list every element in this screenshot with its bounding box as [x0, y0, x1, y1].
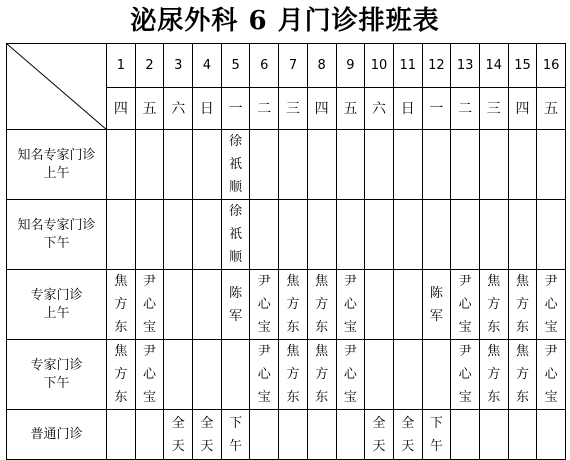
schedule-cell — [479, 270, 508, 340]
schedule-cell — [221, 340, 250, 410]
date-cell: 1 — [107, 44, 136, 88]
date-cell: 5 — [221, 44, 250, 88]
doctor-name: 全天 — [171, 415, 185, 454]
weekday-cell: 五 — [135, 88, 164, 130]
weekday-cell: 五 — [537, 88, 566, 130]
doctor-name: 焦方东 — [114, 344, 128, 405]
row-label-line: 专家门诊 — [30, 357, 83, 373]
schedule-cell — [537, 340, 566, 410]
doctor-name: 尹心宝 — [544, 344, 558, 405]
schedule-row — [7, 130, 566, 200]
schedule-cell — [422, 410, 451, 460]
doctor-name: 下午 — [429, 415, 443, 454]
schedule-table — [6, 43, 566, 460]
schedule-cell — [279, 270, 308, 340]
row-label-line: 下午 — [43, 375, 70, 391]
schedule-cell — [451, 340, 480, 410]
schedule-cell — [107, 410, 136, 460]
schedule-cell — [336, 200, 365, 270]
schedule-cell — [393, 130, 422, 200]
schedule-cell — [193, 200, 222, 270]
date-cell: 10 — [365, 44, 394, 88]
weekday-cell: 四 — [508, 88, 537, 130]
schedule-cell — [164, 270, 193, 340]
row-label — [7, 410, 107, 460]
schedule-cell — [221, 200, 250, 270]
schedule-cell — [307, 340, 336, 410]
schedule-cell — [107, 130, 136, 200]
row-label — [7, 340, 107, 410]
weekday-cell: 三 — [279, 88, 308, 130]
schedule-cell — [135, 270, 164, 340]
schedule-cell — [250, 410, 279, 460]
date-cell: 14 — [479, 44, 508, 88]
schedule-cell — [164, 340, 193, 410]
weekday-cell: 日 — [393, 88, 422, 130]
schedule-cell — [537, 200, 566, 270]
row-label-line: 上午 — [43, 165, 70, 181]
schedule-cell — [307, 270, 336, 340]
row-label — [7, 130, 107, 200]
date-cell: 15 — [508, 44, 537, 88]
schedule-cell — [451, 270, 480, 340]
schedule-cell — [135, 130, 164, 200]
doctor-name: 焦方东 — [114, 274, 128, 335]
schedule-cell — [193, 130, 222, 200]
schedule-cell — [451, 410, 480, 460]
schedule-cell — [279, 340, 308, 410]
schedule-cell — [164, 410, 193, 460]
doctor-name: 尹心宝 — [544, 274, 558, 335]
weekday-cell: 三 — [479, 88, 508, 130]
doctor-name: 焦方东 — [315, 274, 329, 335]
row-label — [7, 270, 107, 340]
doctor-name: 全天 — [401, 415, 415, 454]
schedule-cell — [250, 130, 279, 200]
date-cell: 4 — [193, 44, 222, 88]
date-cell: 12 — [422, 44, 451, 88]
schedule-row — [7, 270, 566, 340]
date-cell: 8 — [307, 44, 336, 88]
diagonal-line — [7, 44, 107, 130]
corner-cell — [7, 44, 107, 130]
schedule-cell — [107, 340, 136, 410]
row-label-line: 普通门诊 — [30, 426, 83, 442]
schedule-cell — [365, 200, 394, 270]
doctor-name: 尹心宝 — [343, 344, 357, 405]
schedule-row — [7, 410, 566, 460]
schedule-cell — [451, 130, 480, 200]
schedule-cell — [336, 130, 365, 200]
doctor-name: 徐祇顺 — [229, 204, 243, 265]
weekday-cell: 四 — [307, 88, 336, 130]
schedule-cell — [479, 200, 508, 270]
doctor-name: 焦方东 — [487, 344, 501, 405]
schedule-cell — [221, 130, 250, 200]
weekday-cell: 六 — [365, 88, 394, 130]
schedule-cell — [365, 410, 394, 460]
doctor-name: 焦方东 — [286, 344, 300, 405]
schedule-cell — [393, 200, 422, 270]
doctor-name: 尹心宝 — [143, 274, 157, 335]
schedule-cell — [479, 340, 508, 410]
schedule-cell — [393, 410, 422, 460]
schedule-cell — [193, 340, 222, 410]
doctor-name: 尹心宝 — [143, 344, 157, 405]
row-label-line: 下午 — [43, 235, 70, 251]
schedule-cell — [193, 270, 222, 340]
doctor-name: 焦方东 — [515, 274, 529, 335]
doctor-name: 陈军 — [429, 285, 443, 324]
weekday-cell: 二 — [451, 88, 480, 130]
doctor-name: 尹心宝 — [257, 274, 271, 335]
weekday-cell: 日 — [193, 88, 222, 130]
doctor-name: 徐祇顺 — [229, 134, 243, 195]
row-label-line: 专家门诊 — [30, 287, 83, 303]
weekday-cell: 四 — [107, 88, 136, 130]
schedule-cell — [250, 270, 279, 340]
schedule-cell — [365, 130, 394, 200]
schedule-cell — [307, 130, 336, 200]
schedule-cell — [279, 130, 308, 200]
schedule-cell — [422, 270, 451, 340]
date-cell: 6 — [250, 44, 279, 88]
schedule-cell — [393, 340, 422, 410]
schedule-cell — [365, 270, 394, 340]
schedule-cell — [250, 200, 279, 270]
date-cell: 3 — [164, 44, 193, 88]
header-row-dates — [7, 44, 566, 88]
doctor-name: 尹心宝 — [343, 274, 357, 335]
schedule-cell — [537, 270, 566, 340]
schedule-cell — [365, 340, 394, 410]
date-cell: 16 — [537, 44, 566, 88]
weekday-cell: 一 — [422, 88, 451, 130]
schedule-cell — [537, 410, 566, 460]
doctor-name: 全天 — [200, 415, 214, 454]
date-cell: 7 — [279, 44, 308, 88]
schedule-cell — [107, 200, 136, 270]
schedule-cell — [508, 200, 537, 270]
doctor-name: 尹心宝 — [257, 344, 271, 405]
page-title: 泌尿外科 6 月门诊排班表 — [130, 6, 440, 36]
schedule-cell — [221, 410, 250, 460]
doctor-name: 焦方东 — [286, 274, 300, 335]
date-cell: 9 — [336, 44, 365, 88]
schedule-cell — [393, 270, 422, 340]
doctor-name: 焦方东 — [487, 274, 501, 335]
row-label-line: 知名专家门诊 — [17, 147, 96, 163]
schedule-cell — [508, 130, 537, 200]
schedule-cell — [479, 130, 508, 200]
date-cell: 13 — [451, 44, 480, 88]
schedule-cell — [422, 340, 451, 410]
schedule-cell — [307, 200, 336, 270]
schedule-cell — [279, 200, 308, 270]
schedule-cell — [279, 410, 308, 460]
schedule-cell — [422, 200, 451, 270]
schedule-cell — [479, 410, 508, 460]
schedule-row — [7, 200, 566, 270]
doctor-name: 尹心宝 — [458, 344, 472, 405]
row-label-line: 知名专家门诊 — [17, 217, 96, 233]
doctor-name: 焦方东 — [515, 344, 529, 405]
schedule-cell — [164, 200, 193, 270]
date-cell: 2 — [135, 44, 164, 88]
schedule-cell — [135, 200, 164, 270]
schedule-cell — [508, 270, 537, 340]
doctor-name: 陈军 — [229, 285, 243, 324]
schedule-row — [7, 340, 566, 410]
schedule-cell — [250, 340, 279, 410]
row-label — [7, 200, 107, 270]
schedule-cell — [508, 340, 537, 410]
schedule-cell — [193, 410, 222, 460]
doctor-name: 全天 — [372, 415, 386, 454]
schedule-cell — [107, 270, 136, 340]
schedule-cell — [336, 270, 365, 340]
schedule-cell — [164, 130, 193, 200]
date-cell: 11 — [393, 44, 422, 88]
row-label-line: 上午 — [43, 305, 70, 321]
schedule-cell — [336, 410, 365, 460]
schedule-cell — [537, 130, 566, 200]
weekday-cell: 五 — [336, 88, 365, 130]
schedule-cell — [508, 410, 537, 460]
weekday-cell: 一 — [221, 88, 250, 130]
schedule-cell — [336, 340, 365, 410]
doctor-name: 尹心宝 — [458, 274, 472, 335]
schedule-cell — [451, 200, 480, 270]
schedule-cell — [221, 270, 250, 340]
doctor-name: 焦方东 — [315, 344, 329, 405]
weekday-cell: 二 — [250, 88, 279, 130]
doctor-name: 下午 — [229, 415, 243, 454]
weekday-cell: 六 — [164, 88, 193, 130]
schedule-cell — [135, 340, 164, 410]
schedule-cell — [307, 410, 336, 460]
schedule-cell — [422, 130, 451, 200]
schedule-cell — [135, 410, 164, 460]
